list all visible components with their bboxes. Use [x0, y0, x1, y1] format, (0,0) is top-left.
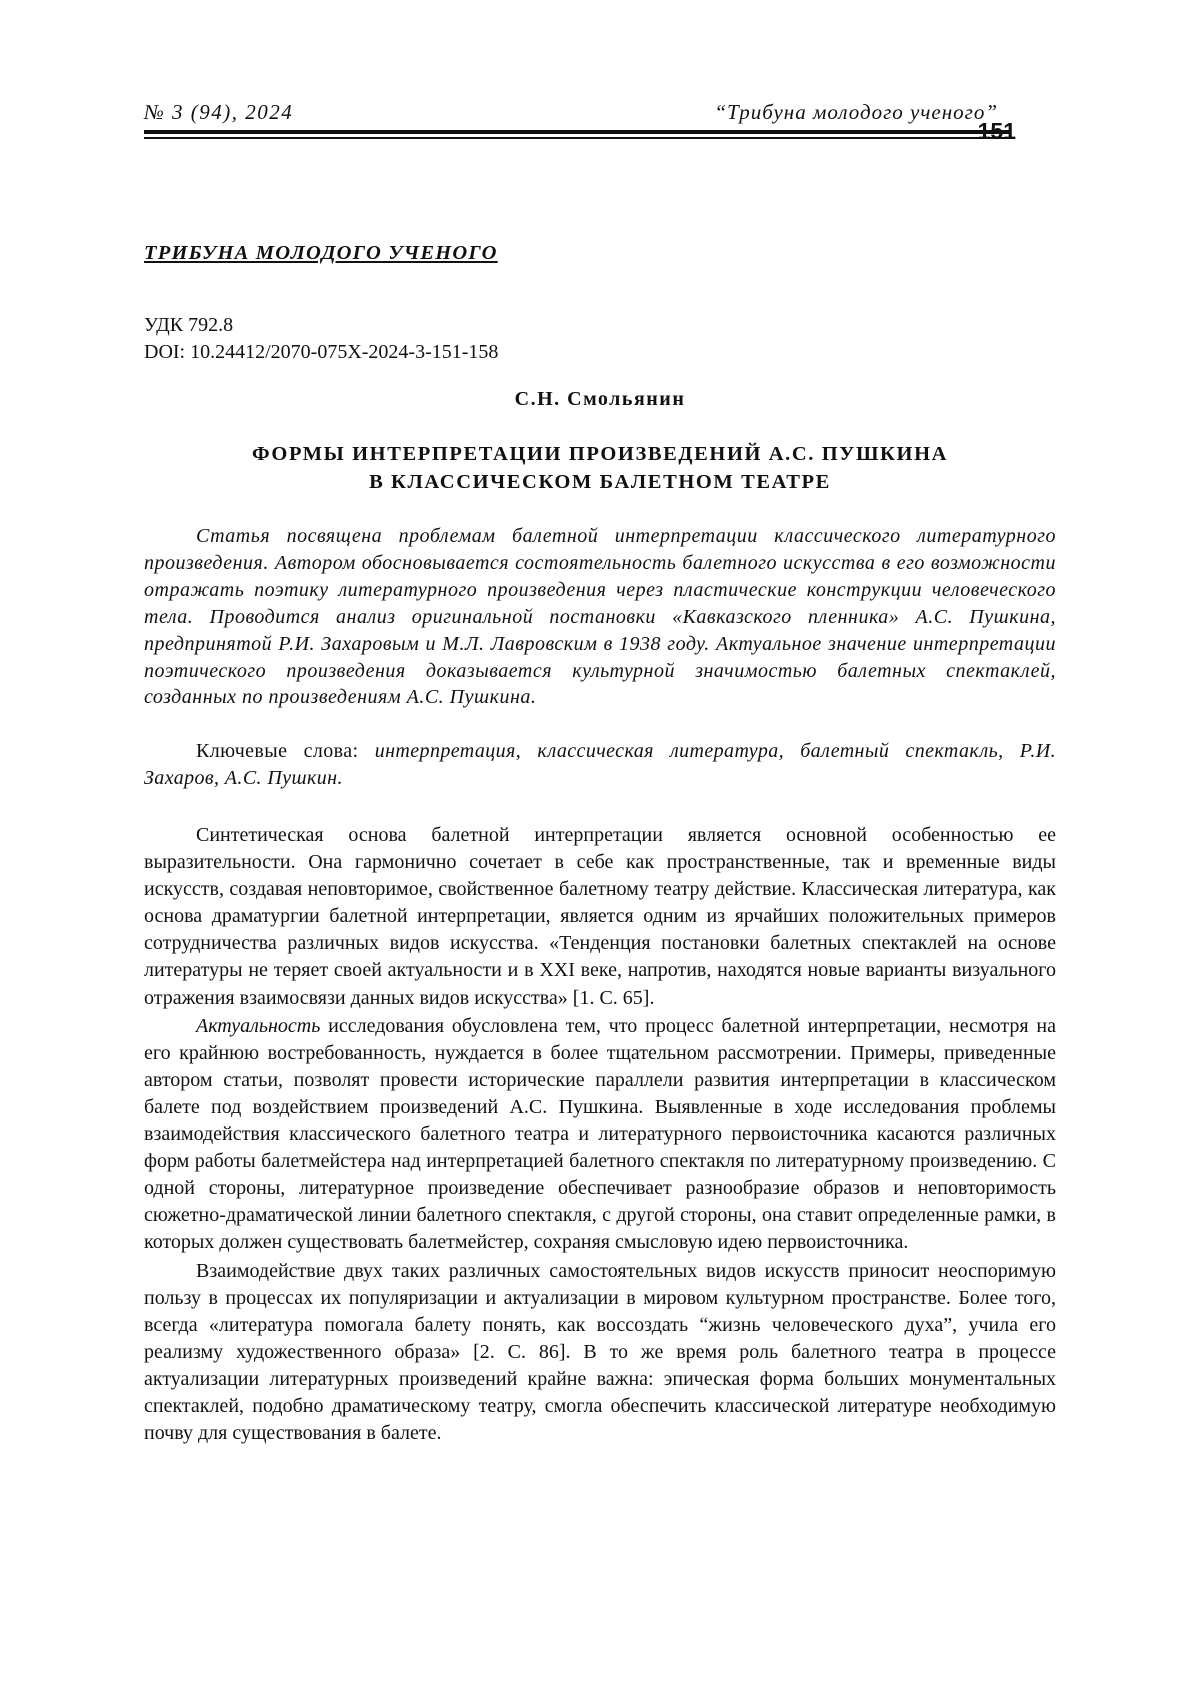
keywords-list: интерпретация, классическая литература, балетный спектакль, Р.И. Захаров, А.С. Пушкин.: [144, 740, 1057, 789]
section-title: ТРИБУНА МОЛОДОГО УЧЕНОГО: [144, 242, 498, 264]
header-rule-thick: [144, 130, 1010, 134]
page-number: 151: [977, 118, 1016, 144]
body-paragraph-3: Взаимодействие двух таких различных самостоятельных видов искусств приносит неоспоримую пользу в процессах их популяризации и актуализации в мировом культурном пространстве. Более того, всегда «литература помогала балету понять, как воссоздать “жизнь человеческого духа”, учила его реализму художественного образа» [2. С. 86]. В то же время роль балетного театра в процессе актуализации литературных произведений крайне важна: эпическая форма больших монументальных спектаклей, подобно драматическому театру, смогла обеспечить классической литературе необходимую почву для существования в балете.: [144, 1259, 1056, 1445]
article-title: [144, 440, 1056, 496]
article-body: [144, 822, 1056, 1448]
issue-number: № 3 (94), 2024: [144, 100, 294, 124]
article-meta: [144, 312, 498, 366]
header-rule-thin: [144, 137, 1010, 139]
author-name: С.Н. Смольянин: [514, 388, 686, 410]
doi: DOI: 10.24412/2070-075X-2024-3-151-158: [144, 341, 499, 363]
keywords: [144, 738, 1056, 792]
title-line-1: ФОРМЫ ИНТЕРПРЕТАЦИИ ПРОИЗВЕДЕНИЙ А.С. ПУШКИНА: [251, 443, 949, 465]
keywords-label: Ключевые слова:: [196, 740, 359, 762]
udk-code: УДК 792.8: [144, 314, 234, 336]
abstract: Статья посвящена проблемам балетной интерпретации классического литературного произведения. Автором обосновывается состоятельность балетного искусства в его возможности отражать поэтику литературного произведения через пластические конструкции человеческого тела. Проводится анализ оригинальной постановки «Кавказского пленника» А.С. Пушкина, предпринятой Р.И. Захаровым и М.Л. Лавровским в 1938 году. Актуальное значение интерпретации поэтического произведения доказывается культурной значимостью балетных спектаклей, созданных по произведениям А.С. Пушкина.: [144, 525, 1056, 709]
relevance-term: Актуальность: [196, 1014, 321, 1037]
body-paragraph-2-text: исследования обусловлена тем, что процесс балетной интерпретации, несмотря на его крайнюю востребованность, нуждается в более тщательном рассмотрении. Примеры, приведенные автором статьи, позволят провести исторические параллели развития интерпретации в классическом балете под воздействием произведений А.С. Пушкина. Выявленные в ходе исследования проблемы взаимодействия классического балетного театра и литературного первоисточника касаются различных форм работы балетмейстера над интерпретацией балетного спектакля по литературному произведению. С одной стороны, литературное произведение обеспечивает разнообразие образов и неповторимость сюжетно-драматической линии балетного спектакля, с другой стороны, она ставит определенные рамки, в которых должен существовать балетмейстер, сохраняя смысловую идею первоисточника.: [144, 1014, 1056, 1254]
body-paragraph-1: Синтетическая основа балетной интерпретации является основной особенностью ее выразительности. Она гармонично сочетает в себе как пространственные, так и временные виды искусств, создавая неповторимое, свойственное балетному театру действие. Классическая литература, как основа драматургии балетной интерпретации, является одним из ярчайших положительных примеров сотрудничества различных видов искусства. «Тенденция постановки балетных спектаклей на основе литературы не теряет своей актуальности и в XXI веке, напротив, находятся новые варианты визуального отражения взаимосвязи данных видов искусства» [1. С. 65].: [144, 824, 1056, 1009]
journal-name: “Трибуна молодого ученого”: [714, 100, 998, 124]
title-line-2: В КЛАССИЧЕСКОМ БАЛЕТНОМ ТЕАТРЕ: [369, 471, 831, 493]
running-header: [144, 100, 1016, 144]
body-paragraph-2: [144, 1013, 1056, 1257]
